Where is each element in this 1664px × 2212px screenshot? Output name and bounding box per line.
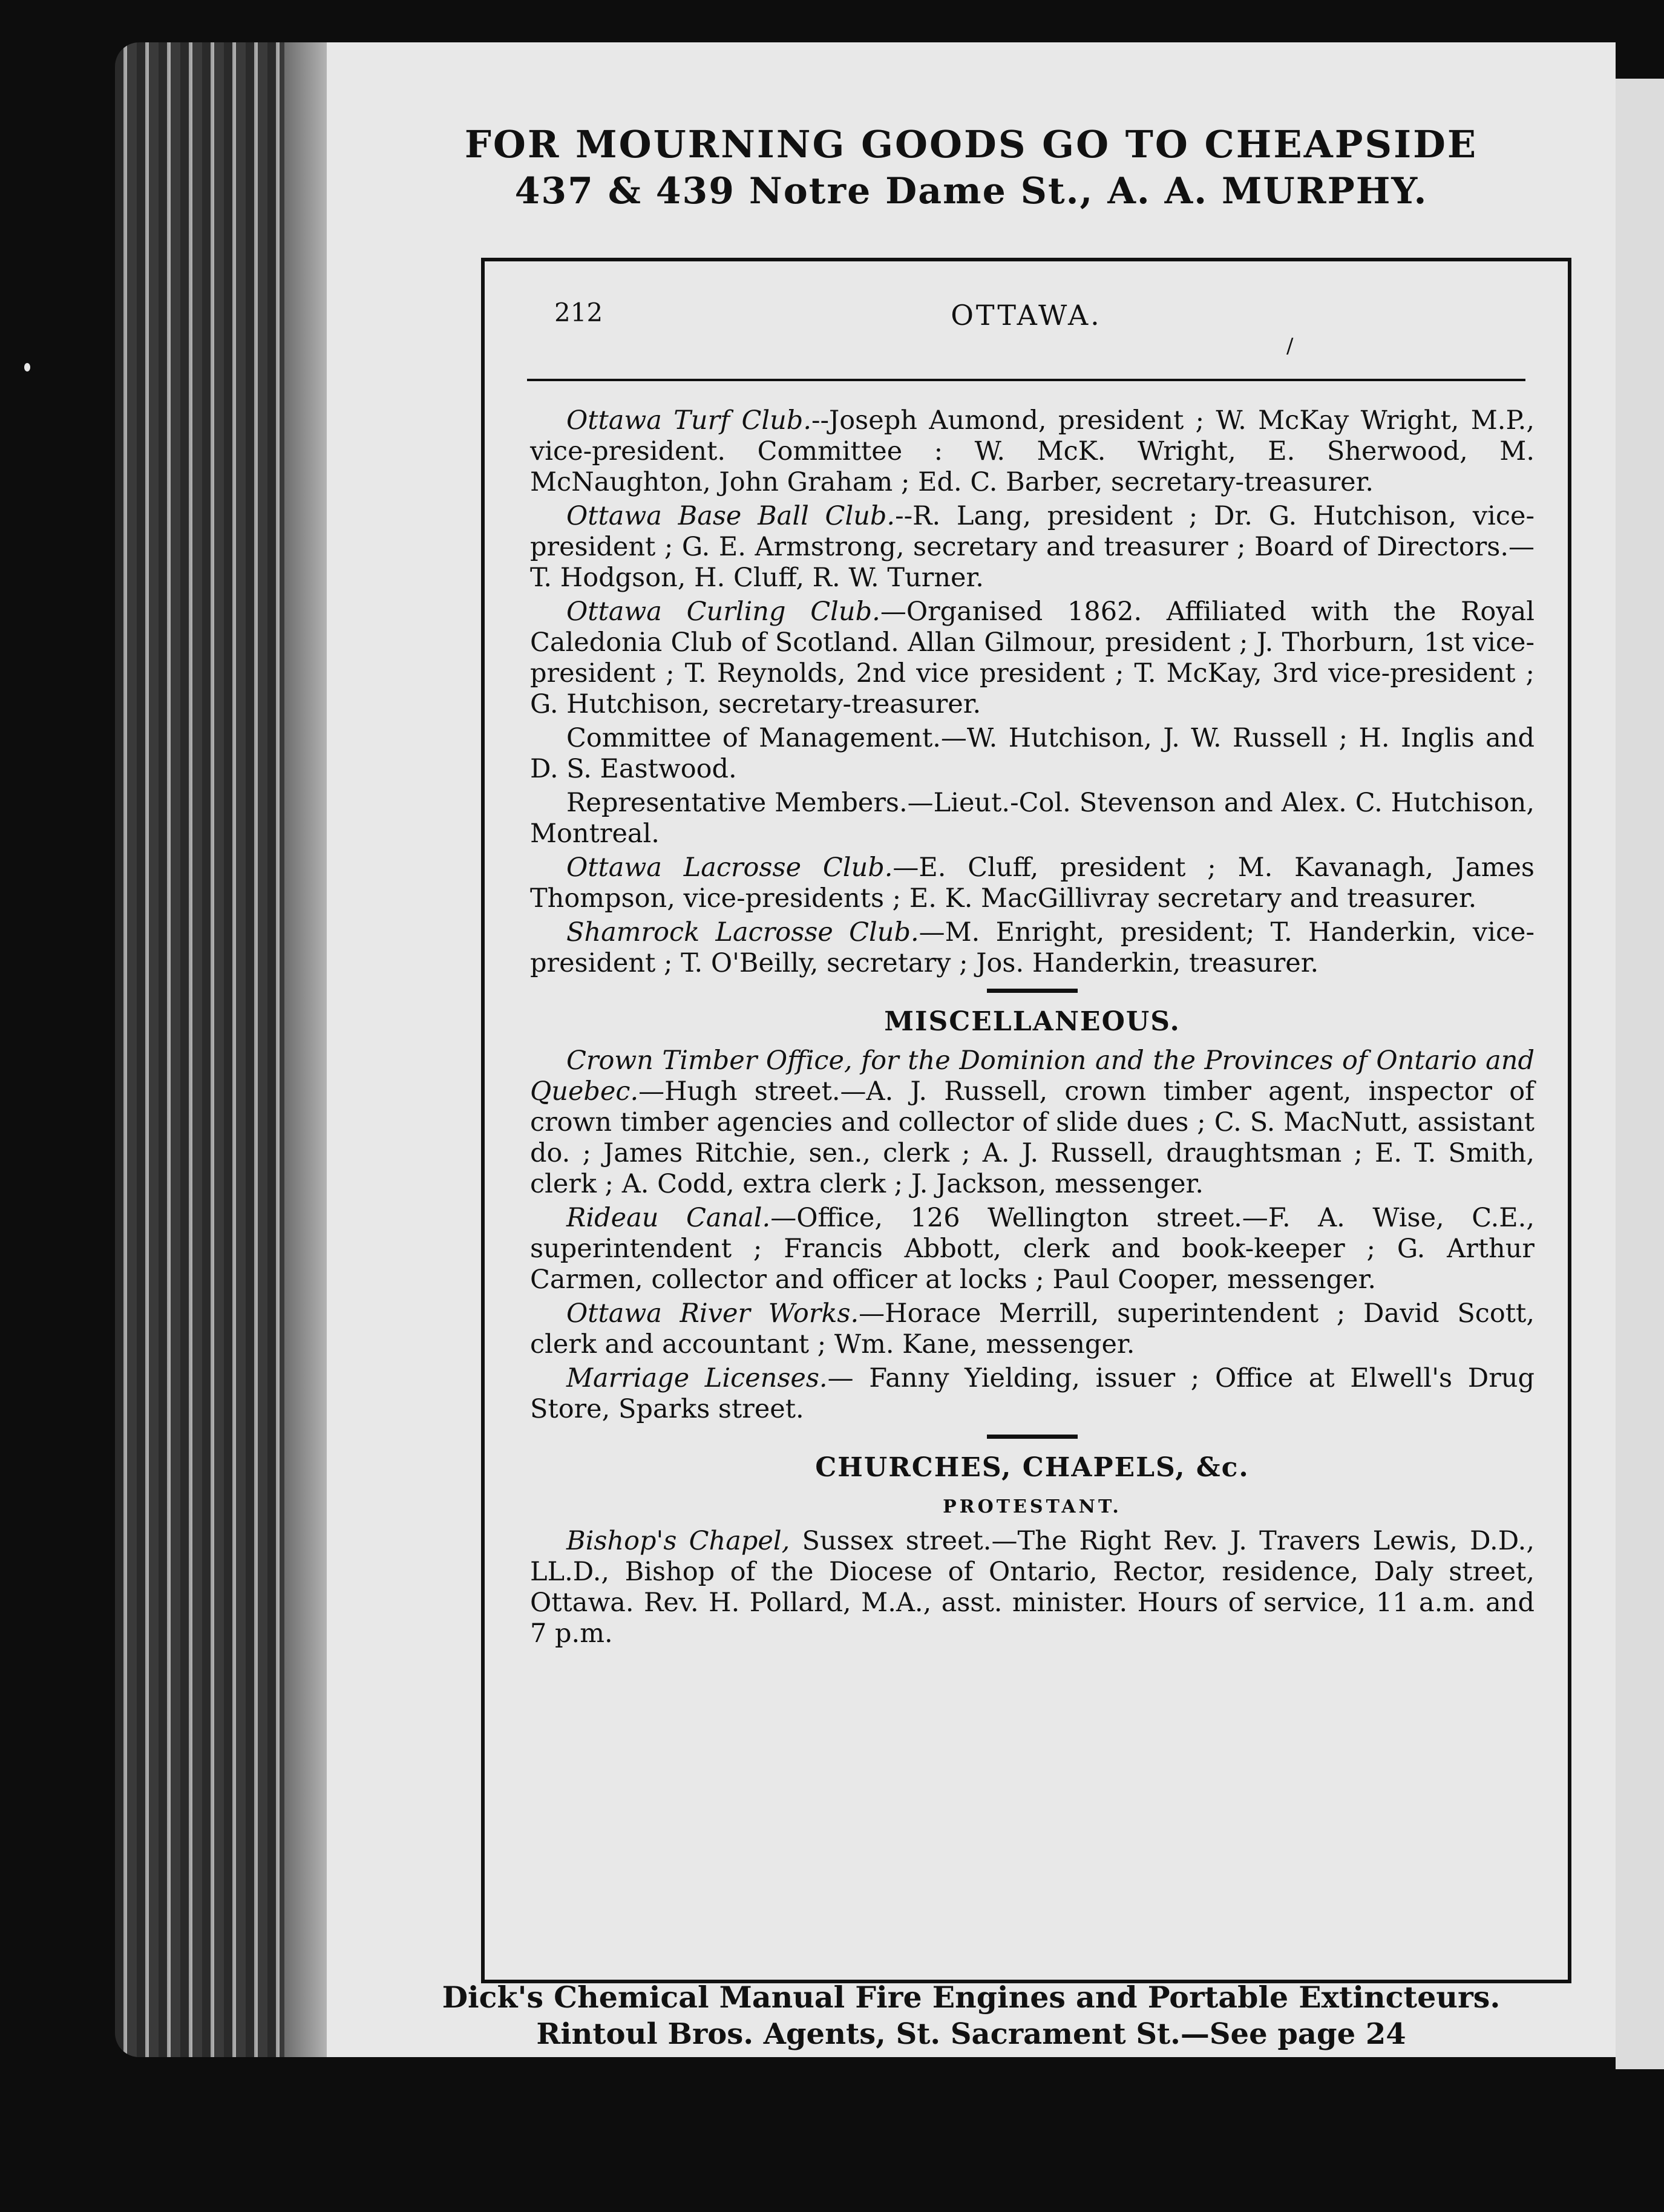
entry-name: Rideau Canal. [566,1203,771,1233]
entry-text: --Joseph Aumond, president ; W. McKay Wright, M.P., vice-president. Committee : W. McK. Wright, E. Sherwood, M. McNaughton, John Graham ; Ed. C. Barber, secretary-treasurer. [530,405,1535,497]
entry-name: Crown Timber Office, for the Dominion and the Provinces of Ontario and Quebec. [530,1045,1535,1107]
stray-mark: / [1286,334,1294,358]
advertisement-footer [327,1978,1616,2052]
page-frame [481,258,1571,1983]
entry-text: —Hugh street.—A. J. Russell, crown timber agent, inspector of crown timber agencies and collector of slide dues ; C. S. MacNutt, assistant do. ; James Ritchie, sen., clerk ; A. J. Russell, draughtsman ; E. T. Smith, clerk ; A. Codd, extra clerk ; J. Jackson, messenger. [530,1076,1535,1199]
entry-text: Representative Members.—Lieut.-Col. Stevenson and Alex. C. Hutchison, Montreal. [530,788,1535,849]
entry-turf-club [530,405,1535,498]
page-gutter-shadow [284,42,333,2057]
entry-rideau-canal [530,1203,1535,1295]
book-page [327,42,1616,2057]
entry-marriage-licenses [530,1363,1535,1425]
entry-name: Ottawa Turf Club. [566,405,811,436]
subheading-protestant: PROTESTANT. [943,1496,1122,1517]
entry-text: —Office, 126 Wellington street.—F. A. Wise, C.E., superintendent ; Francis Abbott, clerk and book-keeper ; G. Arthur Carmen, collector and officer at locks ; Paul Cooper, messenger. [530,1203,1535,1295]
entry-text: —Horace Merrill, superintendent ; David Scott, clerk and accountant ; Wm. Kane, messenger. [530,1298,1535,1360]
entry-name: Shamrock Lacrosse Club. [566,917,919,947]
entry-text: --R. Lang, president ; Dr. G. Hutchison, vice-president ; G. E. Armstrong, secretary and treasurer ; Board of Directors.—T. Hodgson, H. Cluff, R. W. Turner. [530,501,1535,593]
running-title: OTTAWA. [951,299,1102,332]
section-heading-churches: CHURCHES, CHAPELS, &c. [815,1452,1250,1483]
entry-curling-representatives [530,788,1535,849]
entry-text: — Fanny Yielding, issuer ; Office at Elwell's Drug Store, Sparks street. [530,1363,1535,1424]
entry-name: Ottawa Curling Club. [566,597,880,627]
page-content [530,405,1535,1652]
entry-name: Ottawa Base Ball Club. [566,501,896,531]
section-divider [987,989,1078,993]
ad-footer-line-2: Rintoul Bros. Agents, St. Sacrament St.—See page 24 [536,2017,1406,2051]
entry-text: Sussex street.—The Right Rev. J. Travers Lewis, D.D., LL.D., Bishop of the Diocese of Ontario, Rector, residence, Daly street, Ottawa. Rev. H. Pollard, M.A., asst. minister. Hours of service, 11 a.m. and 7 p.m. [530,1526,1535,1649]
advertisement-header [327,121,1616,214]
ad-header-line-2: 437 & 439 Notre Dame St., A. A. MURPHY. [514,170,1428,212]
entry-curling-club [530,597,1535,720]
entry-shamrock-lacrosse-club [530,917,1535,979]
entry-ottawa-river-works [530,1298,1535,1360]
entry-name: Bishop's Chapel, [566,1526,790,1556]
entry-text: —E. Cluff, president ; M. Kavanagh, James Thompson, vice-presidents ; E. K. MacGillivray secretary and treasurer. [530,852,1535,914]
section-heading-miscellaneous: MISCELLANEOUS. [884,1006,1181,1037]
page-number: 212 [554,298,603,327]
entry-bishops-chapel [530,1526,1535,1649]
entry-text: —M. Enright, president; T. Handerkin, vice-president ; T. O'Beilly, secretary ; Jos. Handerkin, treasurer. [530,917,1535,978]
entry-base-ball-club [530,501,1535,594]
entry-name: Marriage Licenses. [566,1363,828,1393]
entry-curling-committee [530,723,1535,785]
entry-lacrosse-club [530,852,1535,914]
entry-text: —Organised 1862. Affiliated with the Royal Caledonia Club of Scotland. Allan Gilmour, president ; J. Thorburn, 1st vice-president ; T. Reynolds, 2nd vice president ; T. McKay, 3rd vice-president ; G. Hutchison, secretary-treasurer. [530,597,1535,719]
scan-speck [24,363,30,371]
entry-text: Committee of Management.—W. Hutchison, J. W. Russell ; H. Inglis and D. S. Eastwood. [530,723,1535,784]
entry-name: Ottawa Lacrosse Club. [566,852,893,883]
section-divider [987,1435,1078,1439]
header-rule [527,379,1525,381]
facing-page-edge [1616,79,1664,2069]
ad-footer-line-1: Dick's Chemical Manual Fire Engines and Portable Extincteurs. [442,1980,1501,2015]
ad-header-line-1: FOR MOURNING GOODS GO TO CHEAPSIDE [464,122,1478,166]
entry-crown-timber-office [530,1045,1535,1200]
entry-name: Ottawa River Works. [566,1298,859,1329]
